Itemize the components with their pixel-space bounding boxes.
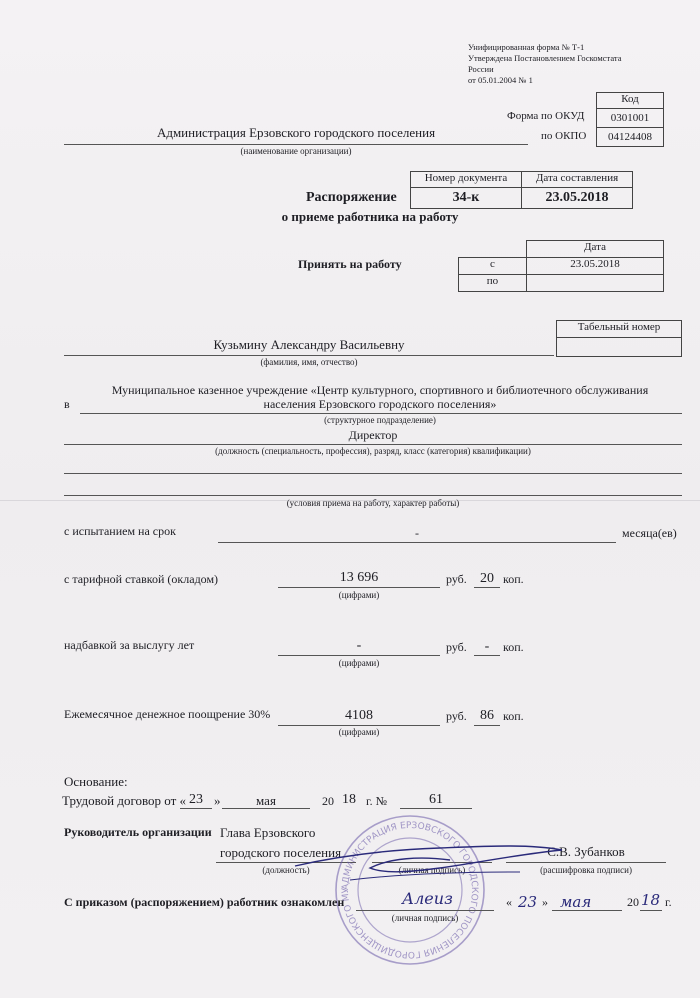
basis-number-underline (400, 808, 472, 809)
ack-month: мая (560, 893, 592, 911)
document-subtitle: о приеме работника на работу (281, 209, 459, 224)
ack-signature-caption: (личная подпись) (391, 913, 459, 923)
head-label: Руководитель организации (64, 825, 212, 839)
head-name-caption: (расшифровка подписи) (540, 865, 632, 875)
salary-kop: 20 (480, 571, 494, 586)
seniority-underline (278, 655, 440, 656)
tab-number-header: Табельный номер (556, 320, 682, 338)
trial-value: - (415, 526, 419, 540)
hire-from-label: с (458, 257, 527, 275)
position-extra-line (64, 473, 682, 474)
bonus-rub: 4108 (345, 708, 373, 723)
salary-caption: (цифрами) (338, 590, 380, 600)
department-caption: (структурное подразделение) (324, 415, 436, 425)
bonus-caption: (цифрами) (338, 727, 380, 737)
basis-year-suffix: г. № (366, 794, 388, 808)
basis-day-underline (180, 808, 212, 809)
employee-underline (64, 355, 554, 356)
seniority-caption: (цифрами) (338, 658, 380, 668)
basis-number: 61 (429, 792, 443, 807)
doc-number-header: Номер документа (410, 171, 522, 188)
hire-to-label: по (458, 274, 527, 292)
basis-day: 23 (189, 792, 203, 807)
basis-label: Основание: (64, 774, 128, 789)
stamp-text: АДМИНИСТРАЦИЯ ЕРЗОВСКОГО ГОРОДСКОГО ПОСЕЛЕНИЯ ГОРОДИЩЕНСКОГО МУ (340, 820, 480, 960)
doc-date-value: 23.05.2018 (521, 187, 633, 209)
department-line1: Муниципальное казенное учреждение «Центр культурного, спортивного и библиотечного обслуживания (111, 383, 649, 397)
okpo-value-cell: 04124408 (596, 127, 664, 147)
bonus-rub-unit: руб. (446, 709, 467, 723)
ack-year-underline (640, 910, 662, 911)
basis-month-underline (222, 808, 310, 809)
salary-underline (278, 587, 440, 588)
trial-unit: месяца(ев) (622, 526, 677, 540)
bonus-underline (278, 725, 440, 726)
bonus-label: Ежемесячное денежное поощрение 30% (64, 707, 271, 721)
hire-to-value (526, 274, 664, 292)
basis-contract-prefix: Трудовой договор от « (62, 793, 187, 808)
organization-caption: (наименование организации) (240, 146, 352, 156)
ack-year-suffix: г. (665, 895, 672, 909)
ack-month-underline (552, 910, 622, 911)
okpo-label: по ОКПО (541, 130, 587, 142)
trial-underline (218, 542, 616, 543)
hire-date-header: Дата (526, 240, 664, 258)
basis-day-close: » (214, 793, 221, 808)
head-name: С.В. Зубанков (547, 844, 625, 859)
head-position-line2: городского поселения (220, 845, 342, 860)
document-title: Распоряжение (306, 190, 397, 205)
ack-signature: Алеиз (402, 889, 453, 908)
head-handwritten-signature (290, 828, 570, 888)
conditions-underline (64, 495, 682, 496)
bonus-kop-underline (474, 725, 500, 726)
salary-label: с тарифной ставкой (окладом) (64, 572, 219, 586)
seniority-rub-unit: руб. (446, 640, 467, 654)
department-line2: населения Ерзовского городского поселения» (263, 397, 497, 411)
department-underline (80, 413, 682, 414)
ack-day-open: « (506, 895, 512, 909)
head-position-caption: (должность) (262, 865, 310, 875)
signature-scribble-head (290, 828, 570, 888)
form-header-line1: Унифицированная форма № Т-1 (468, 42, 585, 52)
conditions-caption: (условия приема на работу, характер работы) (286, 498, 460, 508)
ack-day: 23 (518, 893, 538, 911)
okud-label: Форма по ОКУД (507, 110, 585, 122)
ack-label: С приказом (распоряжением) работник ознакомлен (64, 895, 345, 909)
seniority-kop-underline (474, 655, 500, 656)
salary-kop-underline (474, 587, 500, 588)
ack-signature-underline (356, 910, 494, 911)
seniority-rub: - (356, 638, 362, 653)
form-header-line4: от 05.01.2004 № 1 (468, 75, 533, 85)
position-value: Директор (348, 428, 398, 442)
organization-name: Администрация Ерзовского городского поселения (156, 125, 436, 140)
ack-year: 18 (641, 891, 661, 909)
doc-date-header: Дата составления (521, 171, 633, 188)
okud-value-cell: 0301001 (596, 108, 664, 128)
seniority-kop: - (484, 639, 490, 654)
code-header-cell: Код (596, 92, 664, 109)
bonus-kop: 86 (480, 708, 494, 723)
bonus-kop-unit: коп. (503, 709, 524, 723)
position-underline (64, 444, 682, 445)
employee-name: Кузьмину Александру Васильевну (213, 337, 405, 352)
tab-number-value (556, 337, 682, 357)
doc-number-value: 34-к (410, 187, 522, 209)
basis-year: 18 (342, 792, 356, 807)
salary-rub-unit: руб. (446, 572, 467, 586)
seniority-kop-unit: коп. (503, 640, 524, 654)
hire-from-value: 23.05.2018 (526, 257, 664, 275)
form-header-line2: Утверждена Постановлением Госкомстата (468, 53, 622, 63)
trial-label: с испытанием на срок (64, 524, 176, 538)
basis-month: мая (256, 793, 276, 808)
ack-day-close: » (542, 895, 548, 909)
form-header-line3: России (468, 64, 494, 74)
basis-year-prefix: 20 (322, 794, 334, 808)
head-signature-caption: (личная подпись) (398, 865, 466, 875)
position-caption: (должность (специальность, профессия), разряд, класс (категория) квалификации) (215, 446, 531, 456)
salary-rub: 13 696 (339, 570, 379, 585)
employee-caption: (фамилия, имя, отчество) (260, 357, 358, 367)
head-position-line1: Глава Ерзовского (220, 825, 316, 840)
department-prefix: в (64, 397, 70, 411)
ack-year-prefix: 20 (627, 895, 639, 909)
organization-underline (64, 144, 528, 145)
salary-kop-unit: коп. (503, 572, 524, 586)
hire-label: Принять на работу (298, 257, 402, 271)
seniority-label: надбавкой за выслугу лет (64, 638, 195, 652)
